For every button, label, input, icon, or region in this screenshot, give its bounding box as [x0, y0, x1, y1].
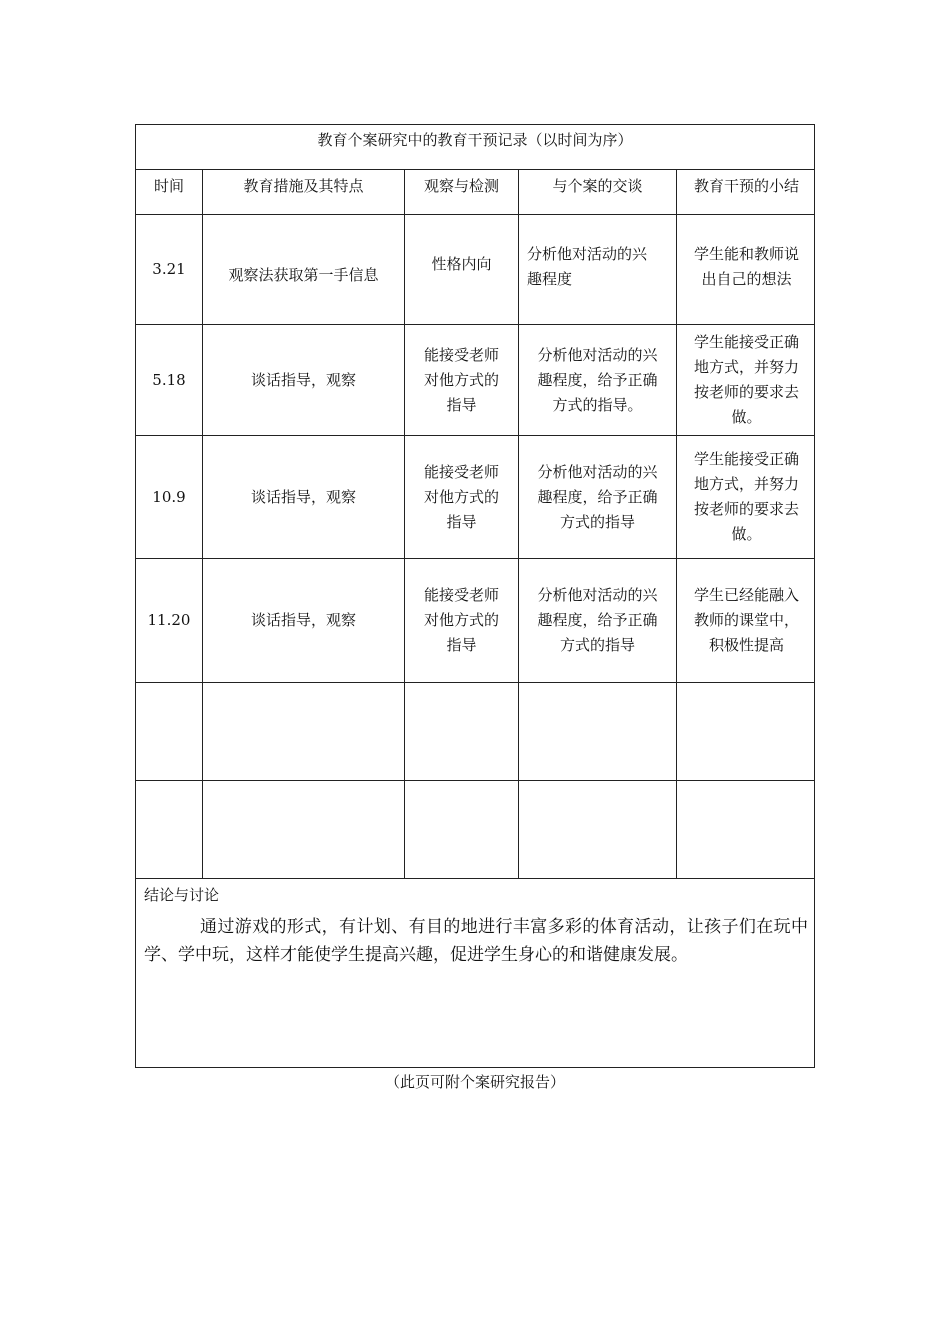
table-row [136, 215, 814, 325]
table-row [136, 559, 814, 683]
cell-measures: 谈话指导，观察 [203, 325, 405, 435]
table-header-row [136, 170, 814, 215]
cell-observation: 能接受老师 对他方式的 指导 [405, 436, 519, 558]
cell-observation [405, 781, 519, 878]
cell-conversation [519, 683, 677, 780]
cell-summary [677, 781, 816, 878]
cell-measures [203, 781, 405, 878]
header-conversation: 与个案的交谈 [519, 170, 677, 214]
cell-summary [677, 683, 816, 780]
cell-measures: 观察法获取第一手信息 [203, 215, 405, 324]
cell-time: 3.21 [136, 215, 203, 324]
cell-time [136, 781, 203, 878]
conclusion-section [136, 879, 814, 1069]
cell-time: 10.9 [136, 436, 203, 558]
header-measures: 教育措施及其特点 [203, 170, 405, 214]
cell-conversation: 分析他对活动的兴 趣程度，给予正确 方式的指导 [519, 559, 677, 682]
table-row [136, 325, 814, 436]
cell-summary: 学生能接受正确 地方式，并努力 按老师的要求去 做。 [693, 450, 799, 543]
cell-conversation: 分析他对活动的兴 趣程度，给予正确 方式的指导。 [519, 325, 677, 435]
cell-conversation [519, 781, 677, 878]
cell-conversation: 分析他对活动的兴 趣程度 [519, 215, 677, 324]
table-row [136, 781, 814, 879]
header-summary: 教育干预的小结 [693, 177, 799, 195]
table-title-row [136, 125, 814, 170]
cell-time: 5.18 [136, 325, 203, 435]
cell-observation: 能接受老师 对他方式的 指导 [405, 559, 519, 682]
table-row [136, 683, 814, 781]
cell-summary: 学生能和教师说 出自己的想法 [693, 244, 799, 288]
cell-measures [203, 683, 405, 780]
cell-conversation: 分析他对活动的兴 趣程度，给予正确 方式的指导 [519, 436, 677, 558]
cell-summary: 学生已经能融入 教师的课堂中， 积极性提高 [693, 586, 799, 654]
header-observation: 观察与检测 [405, 170, 519, 214]
cell-observation: 能接受老师 对他方式的 指导 [405, 325, 519, 435]
header-time: 时间 [136, 170, 203, 214]
table-title: 教育个案研究中的教育干预记录（以时间为序） [317, 131, 633, 149]
footnote: （此页可附个案研究报告） [384, 1073, 565, 1091]
table-row [136, 436, 814, 559]
cell-summary: 学生能接受正确 地方式，并努力 按老师的要求去 做。 [693, 333, 799, 426]
cell-time [136, 683, 203, 780]
cell-measures: 谈话指导，观察 [203, 559, 405, 682]
cell-observation [405, 683, 519, 780]
intervention-record-table [135, 124, 815, 1068]
cell-observation: 性格内向 [405, 215, 519, 324]
conclusion-text: 通过游戏的形式，有计划、有目的地进行丰富多彩的体育活动，让孩子们在玩中学、学中玩，这样才能使学生提高兴趣，促进学生身心的和谐健康发展。 [144, 917, 808, 965]
cell-measures: 谈话指导，观察 [203, 436, 405, 558]
conclusion-label: 结论与讨论 [144, 886, 220, 904]
cell-time: 11.20 [136, 559, 203, 682]
